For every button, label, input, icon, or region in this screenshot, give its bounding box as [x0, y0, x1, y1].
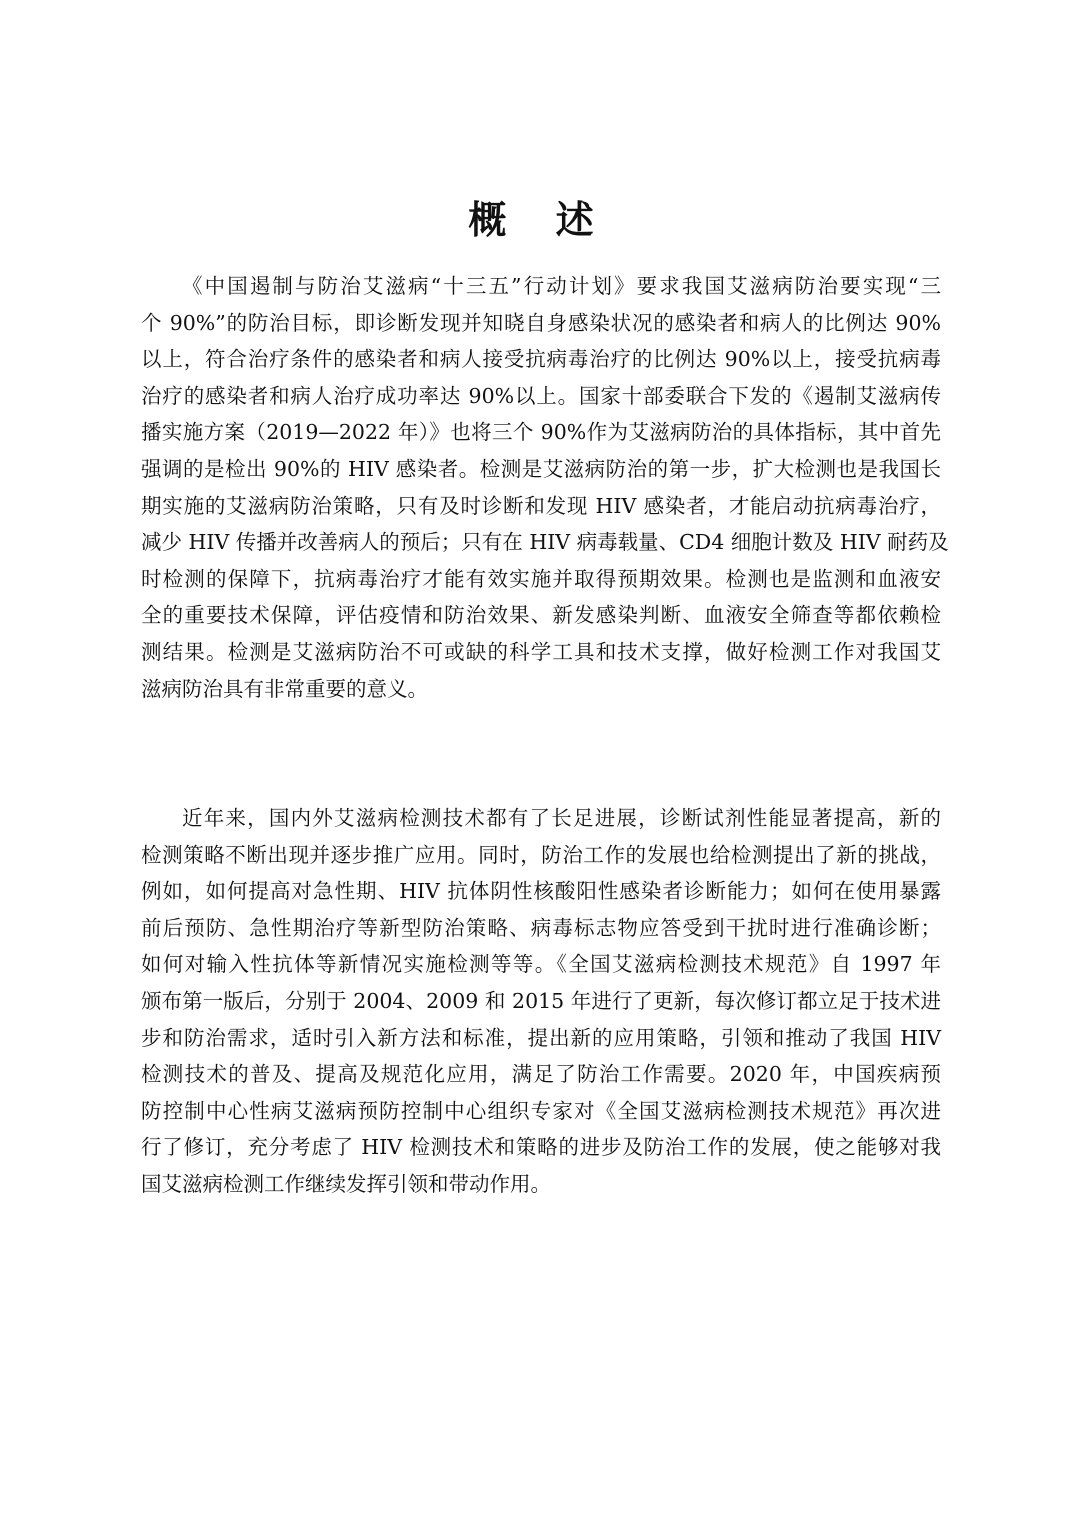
text-line: 测结果。检测是艾滋病防治不可或缺的科学工具和技术支撑，做好检测工作对我国艾: [141, 639, 941, 664]
text-line: 步和防治需求，适时引入新方法和标准，提出新的应用策略，引领和推动了我国 HIV: [141, 1025, 941, 1050]
text-line: 近年来，国内外艾滋病检测技术都有了长足进展，诊断试剂性能显著提高，新的: [182, 806, 941, 830]
text-line: 治疗的感染者和病人治疗成功率达 90%以上。国家十部委联合下发的《遏制艾滋病传: [141, 383, 941, 408]
text-line: 例如，如何提高对急性期、HIV 抗体阴性核酸阳性感染者诊断能力；如何在使用暴露: [141, 879, 941, 904]
text-line: 播实施方案（2019—2022 年）》也将三个 90%作为艾滋病防治的具体指标，其中首先: [141, 420, 941, 445]
text-line: 《中国遏制与防治艾滋病“十三五”行动计划》要求我国艾滋病防治要实现“三: [182, 274, 941, 298]
text-line: 期实施的艾滋病防治策略，只有及时诊断和发现 HIV 感染者，才能启动抗病毒治疗，: [141, 493, 941, 518]
text-line: 检测技术的普及、提高及规范化应用，满足了防治工作需要。2020 年，中国疾病预: [141, 1062, 941, 1087]
text-line: 前后预防、急性期治疗等新型防治策略、病毒标志物应答受到干扰时进行准确诊断；: [141, 915, 941, 940]
text-line: 颁布第一版后，分别于 2004、2009 和 2015 年进行了更新，每次修订都立足于技术进: [141, 988, 941, 1013]
text-line: 滋病防治具有非常重要的意义。: [141, 676, 428, 701]
text-line: 以上，符合治疗条件的感染者和病人接受抗病毒治疗的比例达 90%以上，接受抗病毒: [141, 347, 941, 372]
text-line: 防控制中心性病艾滋病预防控制中心组织专家对《全国艾滋病检测技术规范》再次进: [141, 1098, 941, 1123]
text-line: 国艾滋病检测工作继续发挥引领和带动作用。: [141, 1171, 551, 1196]
text-line: 强调的是检出 90%的 HIV 感染者。检测是艾滋病防治的第一步，扩大检测也是我国长: [141, 456, 941, 481]
text-line: 个 90%”的防治目标，即诊断发现并知晓自身感染状况的感染者和病人的比例达 90%: [141, 310, 941, 335]
text-line: 如何对输入性抗体等新情况实施检测等等。《全国艾滋病检测技术规范》自 1997 年: [141, 952, 941, 977]
text-line: 检测策略不断出现并逐步推广应用。同时，防治工作的发展也给检测提出了新的挑战，: [141, 842, 941, 867]
text-line: 行了修订，充分考虑了 HIV 检测技术和策略的进步及防治工作的发展，使之能够对我: [141, 1135, 941, 1160]
text-line: 全的重要技术保障，评估疫情和防治效果、新发感染判断、血液安全筛查等都依赖检: [141, 603, 941, 628]
text-line: 减少 HIV 传播并改善病人的预后；只有在 HIV 病毒载量、CD4 细胞计数及 HIV 耐药及: [141, 530, 949, 555]
paragraph-overview-1: [141, 268, 949, 707]
page-title: 概 述: [468, 198, 612, 242]
text-line: 时检测的保障下，抗病毒治疗才能有效实施并取得预期效果。检测也是监测和血液安: [141, 566, 941, 591]
paragraph-overview-2: [141, 800, 941, 1203]
